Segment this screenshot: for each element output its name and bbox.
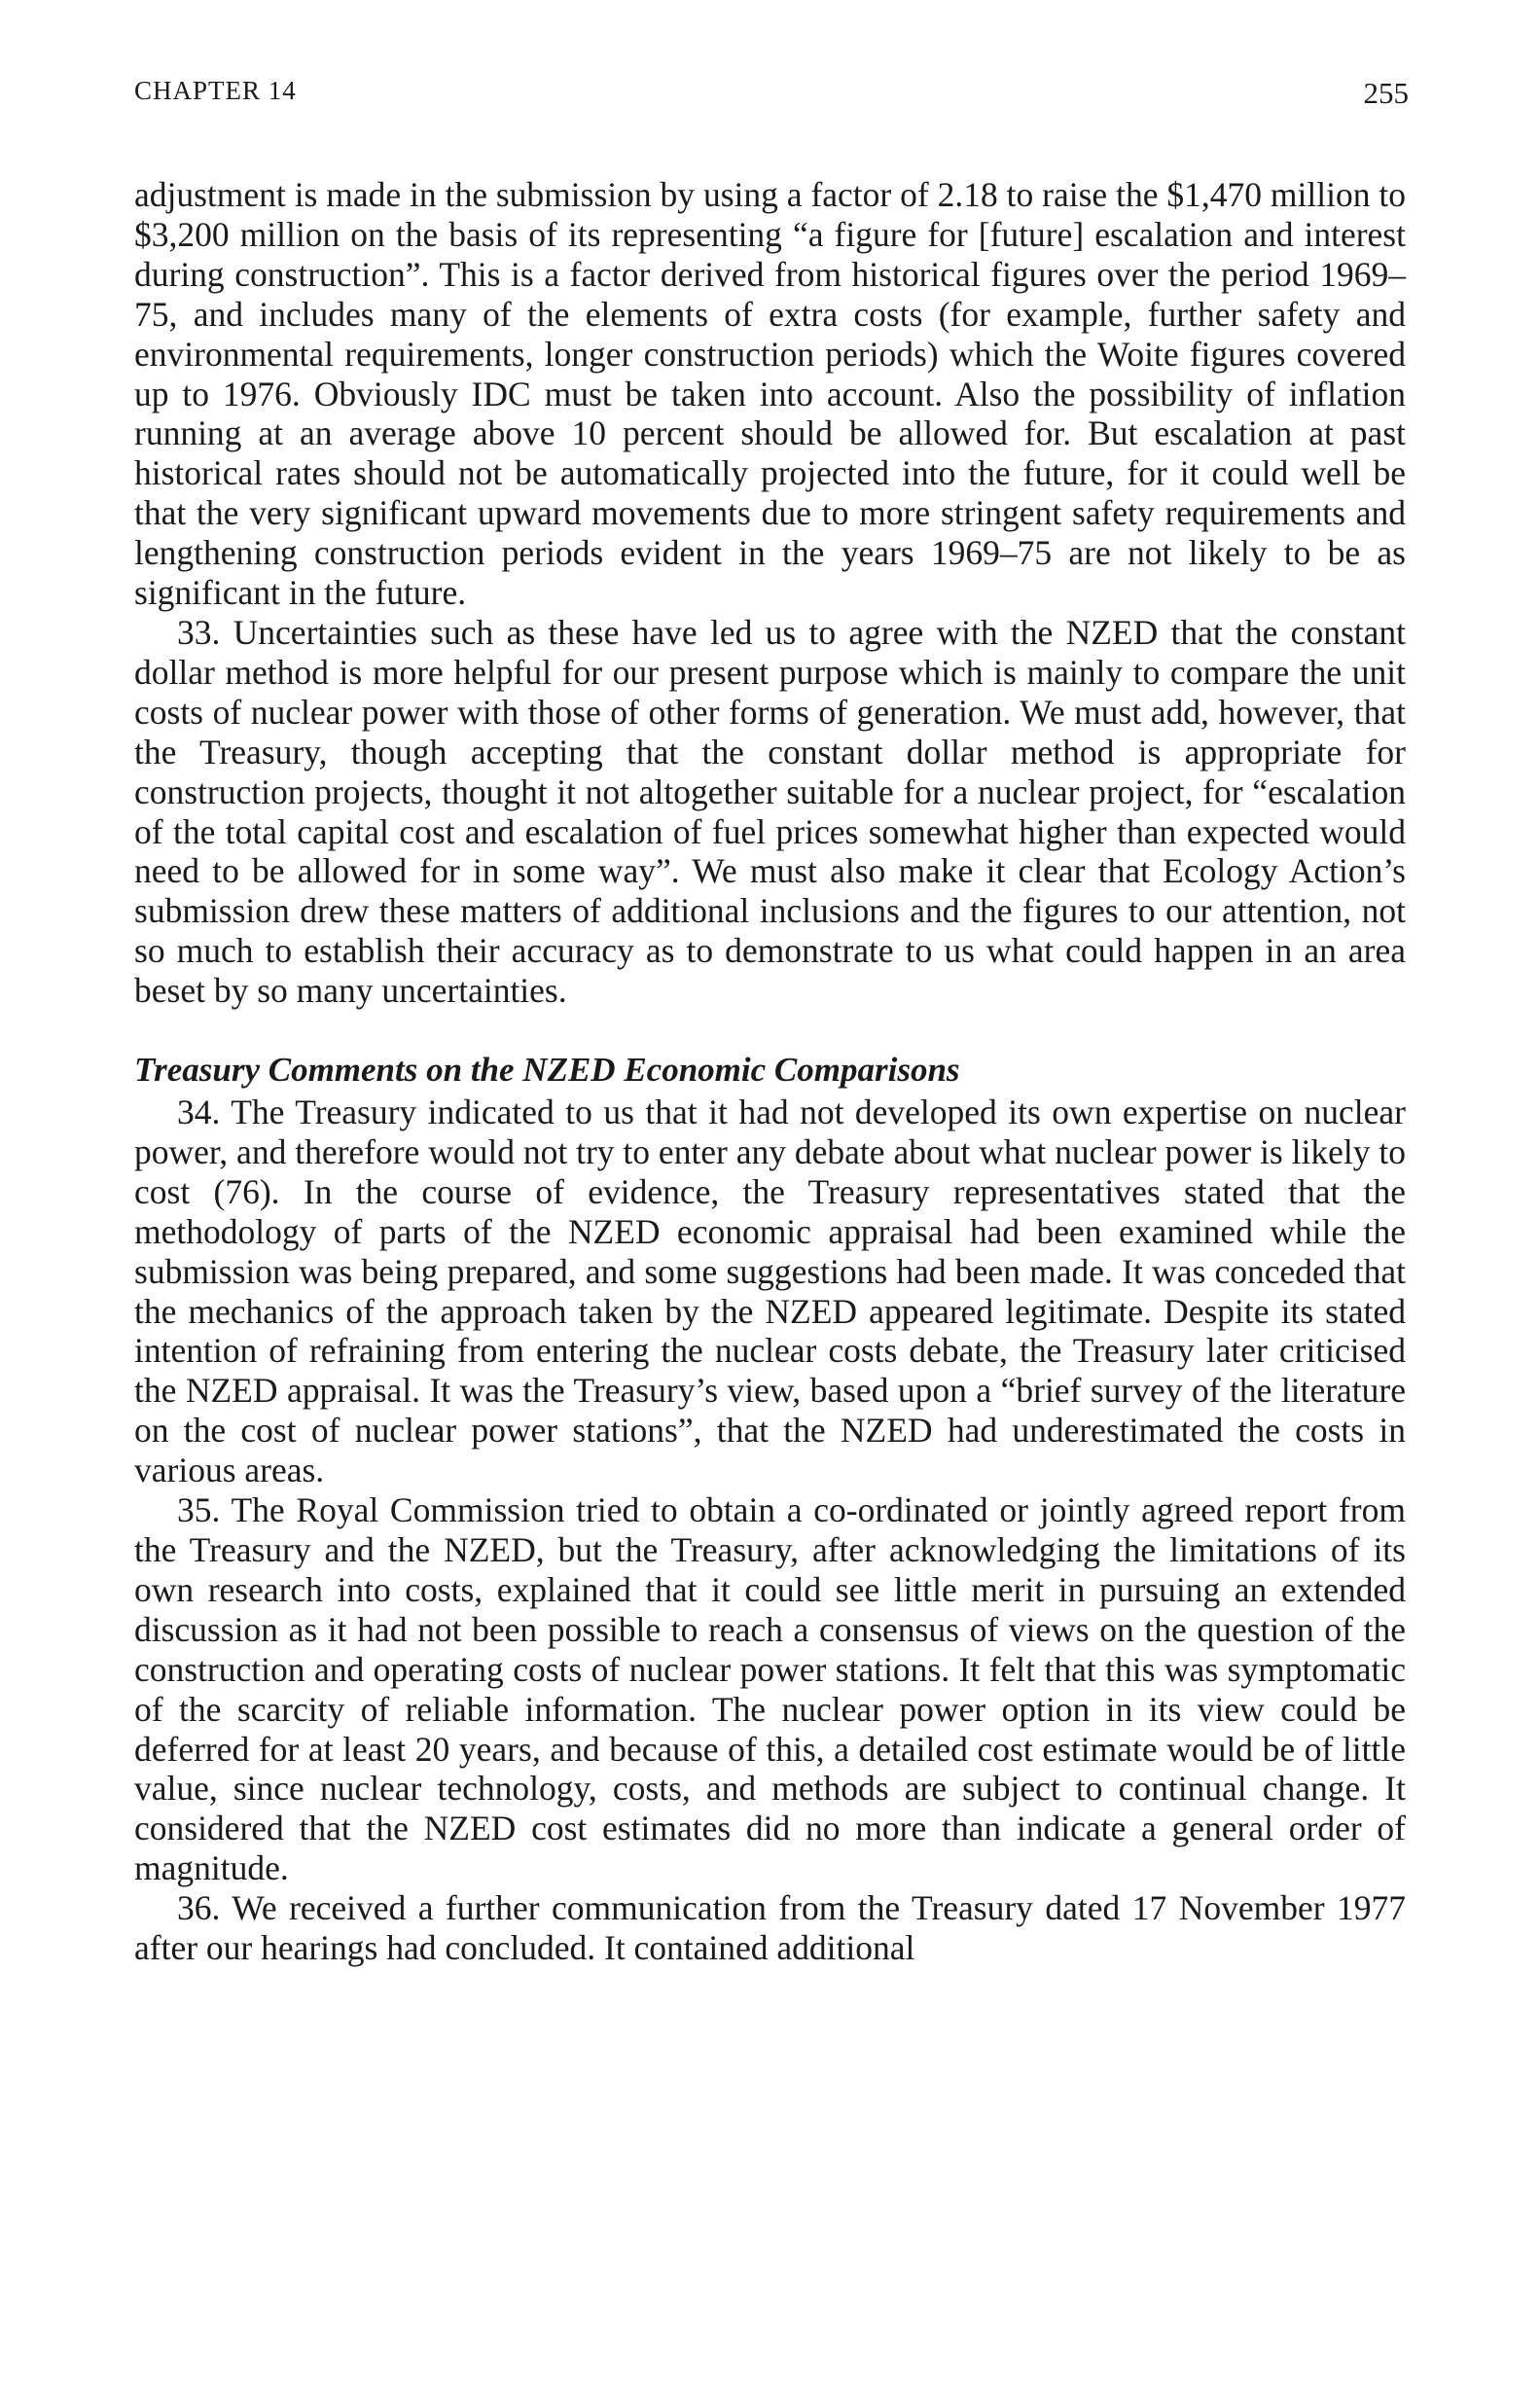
chapter-label: CHAPTER 14 xyxy=(134,76,297,105)
paragraph-34: 34. The Treasury indicated to us that it had not developed its own expertise on nuclear power, and therefore would not try to enter any debate about what nuclear power is likely to cost (76). In the course of evidence, the Treasury representatives stated that the methodology of parts of the NZED economic appraisal had been examined while the submission was being prepared, and some suggestions had been made. It was conceded that the mechanics of the approach taken by the NZED appeared legitimate. Despite its stated intention of refraining from entering the nuclear costs debate, the Treasury later criticised the NZED appraisal. It was the Treasury’s view, based upon a “brief survey of the literature on the cost of nuclear power stations”, that the NZED had underestimated the costs in various areas. xyxy=(134,1093,1406,1490)
paragraph-35: 35. The Royal Commission tried to obtain a co-ordinated or jointly agreed report from the Treasury and the NZED, but the Treasury, after acknowledging the limitations of its own research into costs, explained that it could see little merit in pursuing an extended discussion as it had not been possible to reach a consensus of views on the question of the construction and operating costs of nuclear power stations. It felt that this was symptomatic of the scarcity of reliable information. The nuclear power option in its view could be deferred for at least 20 years, and because of this, a detailed cost estimate would be of little value, since nuclear technology, costs, and methods are subject to continual change. It considered that the NZED cost estimates did no more than indicate a general order of magnitude. xyxy=(134,1490,1406,1888)
running-head xyxy=(134,76,1409,115)
paragraph-continued: adjustment is made in the submission by using a factor of 2.18 to raise the $1,470 million to $3,200 million on the basis of its representing “a figure for [future] escalation and interest during construction”. This is a factor derived from historical figures over the period 1969–75, and includes many of the elements of extra costs (for example, further safety and environmental requirements, longer construction periods) which the Woite figures covered up to 1976. Obviously IDC must be taken into account. Also the possibility of inflation running at an average above 10 percent should be allowed for. But escalation at past historical rates should not be automatically projected into the future, for it could well be that the very significant upward movements due to more stringent safety requirements and lengthening construction periods evident in the years 1969–75 are not likely to be as significant in the future. xyxy=(134,175,1406,613)
paragraph-36: 36. We received a further communication from the Treasury dated 17 November 1977 after our hearings had concluded. It contained additional xyxy=(134,1888,1406,1968)
paragraph-33: 33. Uncertainties such as these have led us to agree with the NZED that the constant dollar method is more helpful for our present purpose which is mainly to compare the unit costs of nuclear power with those of other forms of generation. We must add, however, that the Treasury, though accepting that the constant dollar method is appropriate for construction projects, thought it not altogether suitable for a nuclear project, for “escalation of the total capital cost and escalation of fuel prices somewhat higher than expected would need to be allowed for in some way”. We must also make it clear that Ecology Action’s submission drew these matters of additional inclusions and the figures to our attention, not so much to establish their accuracy as to demonstrate to us what could happen in an area beset by so many uncertainties. xyxy=(134,612,1406,1011)
body-text xyxy=(134,175,1406,1968)
page-number: 255 xyxy=(1363,76,1409,110)
section-heading: Treasury Comments on the NZED Economic Comparisons xyxy=(134,1051,960,1090)
